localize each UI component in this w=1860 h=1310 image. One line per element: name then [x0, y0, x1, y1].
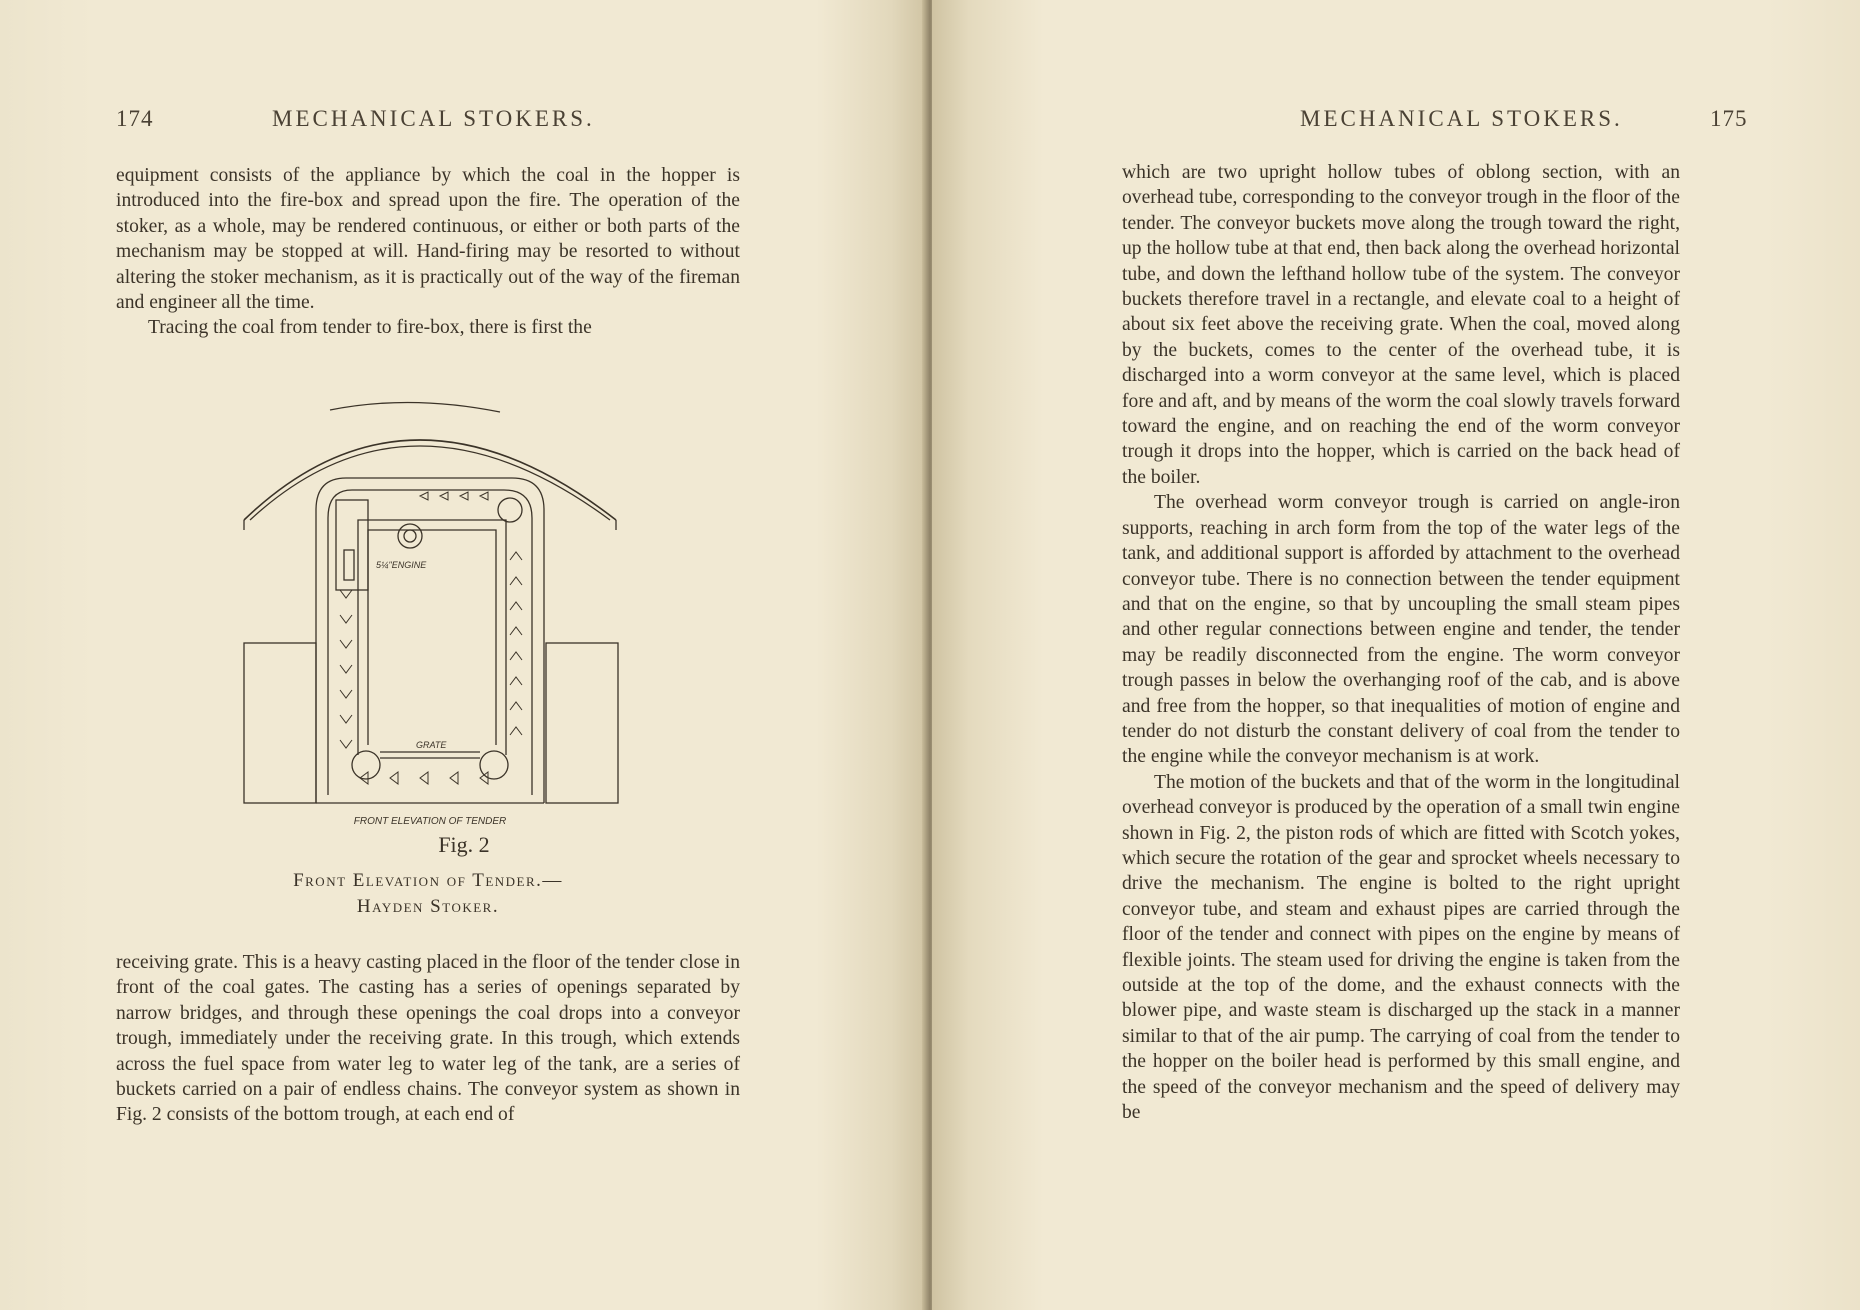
paragraph: which are two upright hollow tubes of oblong section, with an overhead tube, corresponding to the conveyor trough in the floor of the tender. The conveyor buckets move along the trough toward the right, up the hollow tube at that end, then back along the overhead horizontal tube, and down the lefthand hollow tube of the system. The conveyor buckets therefore travel in a rectangle, and elevate coal to a height of about six feet above the receiving grate. When the coal, moved along by the buckets, comes to the center of the overhead tube, it is discharged into a worm conveyor at the same level, which is placed fore and aft, and by means of the worm the coal slowly travels forward toward the engine, and on reaching the end of the worm conveyor trough it drops into the hopper, which is carried on the back head of the boiler.	[1122, 162, 1680, 488]
paragraph: The motion of the buckets and that of the worm in the longitudinal overhead conveyor is produced by the operation of a small twin engine shown in Fig. 2, the piston rods of which are fitted with Scotch yokes, which secure the rotation of the gear and sprocket wheels necessary to drive the mechanism. The engine is bolted to the right upright conveyor tube, and steam and exhaust pipes are carried through the floor of the tender and connect with pipes on the engine by means of flexible joints. The steam used for driving the engine is taken from the outside at the top of the dome, and the exhaust connects with the blower pipe, and waste steam is discharged up the stack in a manner similar to that of the air pump. The carrying of coal from the tender to the hopper on the boiler head is performed by this small engine, and the speed of the conveyor mechanism and the speed of delivery may be	[1122, 771, 1680, 1124]
left-page	[0, 0, 928, 1310]
page-number: 174	[116, 106, 154, 131]
paragraph: equipment consists of the appliance by which the coal in the hopper is introduced into the fire-box and spread upon the fire. The operation of the stoker, as a whole, may be rendered continuous, or either or both parts of the mechanism may be stopped at will. Hand-firing may be resorted to without altering the stoker mechanism, as it is practically out of the way of the fireman and engineer all the time.	[116, 165, 740, 314]
paragraph: receiving grate. This is a heavy casting placed in the floor of the tender close in front of the coal gates. The casting has a series of openings separated by narrow bridges, and through these openings the coal drops into a conveyor trough, immediately under the receiving grate. In this trough, which extends across the fuel space from water leg to water leg of the tank, are a series of buckets carried on a pair of endless chains. The conveyor system as shown in Fig. 2 consists of the bottom trough, at each end of	[116, 952, 740, 1126]
body-text-bottom	[116, 950, 740, 1128]
running-head: MECHANICAL STOKERS.	[272, 106, 595, 131]
figure-number: Fig. 2	[438, 832, 490, 857]
drawing-caption: FRONT ELEVATION OF TENDER	[353, 816, 507, 827]
body-text-top	[116, 163, 740, 341]
body-text	[1122, 160, 1680, 1125]
grate-label: GRATE	[416, 740, 447, 750]
figure-caption-line-1: Front Elevation of Tender.—	[293, 870, 563, 891]
right-page	[932, 0, 1860, 1310]
paragraph: Tracing the coal from tender to fire-box, there is first the	[148, 317, 592, 339]
tender-elevation-drawing	[240, 400, 620, 827]
engine-label: 5¼"ENGINE	[376, 560, 427, 570]
page-number: 175	[1710, 106, 1748, 131]
paragraph: The overhead worm conveyor trough is carried on angle-iron supports, reaching in arch form from the top of the water legs of the tank, and additional support is afforded by attachment to the overhead conveyor tube. There is no connection between the tender equipment and that on the engine, so that by uncoupling the small steam pipes and other regular connections between engine and tender, the tender may be readily disconnected from the engine. The worm conveyor trough passes in below the overhanging roof of the cab, and is above and free from the hopper, so that inequalities of motion of engine and tender do not disturb the constant delivery of coal from the tender to the engine while the conveyor mechanism is at work.	[1122, 492, 1680, 768]
running-head: MECHANICAL STOKERS.	[1300, 106, 1623, 131]
figure-caption-line-2: Hayden Stoker.	[356, 896, 500, 917]
